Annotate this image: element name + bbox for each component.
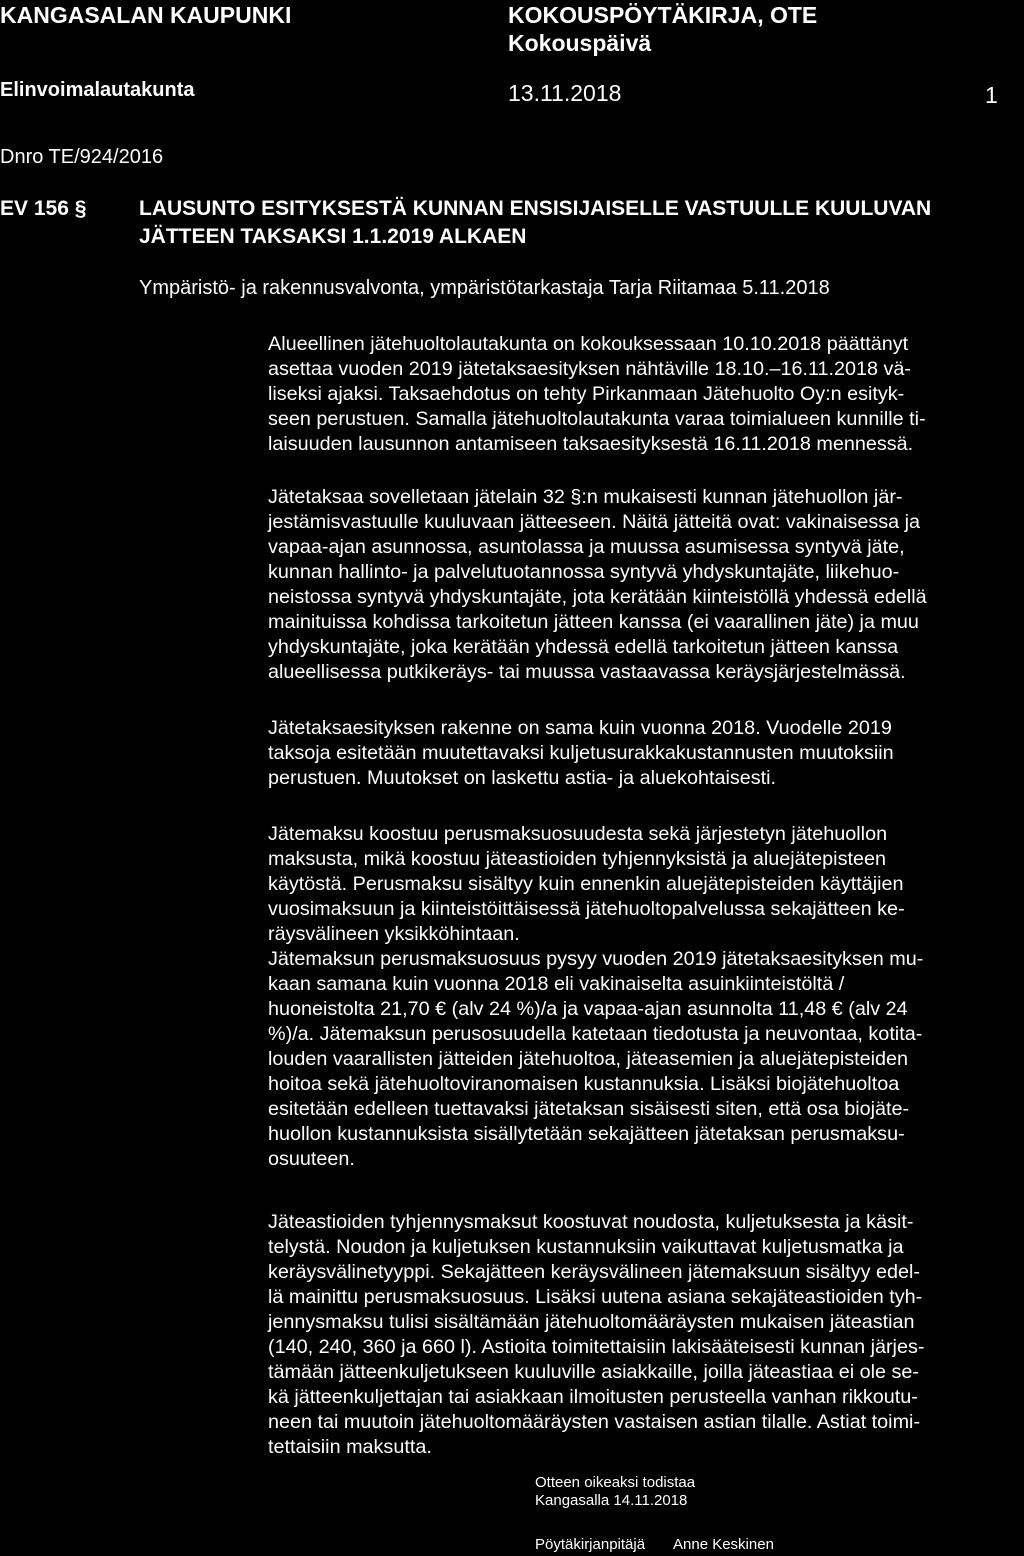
paragraph-line: (140, 240, 360 ja 660 l). Astioita toimitettaisiin lakisääteisesti kunnan järjes- [268, 1336, 925, 1358]
paragraph-line: Jätetaksaa sovelletaan jätelain 32 §:n mukaisesti kunnan jätehuollon jär- [268, 486, 903, 508]
paragraph-line: louden vaarallisten jätteiden jätehuoltoa, jäteasemien ja aluejätepisteiden [268, 1048, 909, 1070]
paragraph-line: käytöstä. Perusmaksu sisältyy kuin ennenkin aluejätepisteiden käyttäjien [268, 873, 904, 895]
paragraph-line: kunnan hallinto- ja palvelutuotannossa syntyvä yhdyskuntajäte, liikehuo- [268, 561, 900, 583]
paragraph-line: seen perustuen. Samalla jätehuoltolautakunta varaa toimialueen kunnille ti- [268, 408, 926, 430]
reference-number: Dnro TE/924/2016 [0, 146, 164, 168]
organization-name: KANGASALAN KAUPUNKI [0, 2, 292, 28]
paragraph-line: Alueellinen jätehuoltolautakunta on kokouksessaan 10.10.2018 päättänyt [268, 333, 909, 355]
paragraph-line: mainituissa kohdissa tarkoitetun jätteen kanssa (ei vaarallinen jäte) ja muu [268, 611, 919, 633]
paragraph-line: kä jätteenkuljettajan tai asiakkaan ilmoitusten perusteella vanhan rikkoutu- [268, 1386, 918, 1408]
secretary-name: Anne Keskinen [673, 1536, 774, 1553]
paragraph-line: jestämisvastuulle kuuluvaan jätteeseen. Näitä jätteitä ovat: vakinaisessa ja [268, 511, 921, 533]
paragraph-line: taksoja esitetään muutettavaksi kuljetusurakkakustannusten muutoksiin [268, 742, 894, 764]
paragraph-line: liseksi ajaksi. Taksaehdotus on tehty Pirkanmaan Jätehuolto Oy:n esityk- [268, 383, 905, 405]
paragraph-line: Jäteastioiden tyhjennysmaksut koostuvat noudosta, kuljetuksesta ja käsit- [268, 1211, 914, 1233]
paragraph-line: laisuuden lausunnon antamiseen taksaesityksestä 16.11.2018 mennessä. [268, 433, 914, 455]
paragraph-line: räysvälineen yksikköhintaan. [268, 923, 520, 945]
paragraph [268, 485, 1022, 685]
section-title-line: JÄTTEEN TAKSAKSI 1.1.2019 ALKAEN [139, 225, 527, 248]
section-title [139, 195, 931, 251]
paragraph-line: asettaa vuoden 2019 jätetaksaesityksen nähtäville 18.10.–16.11.2018 vä- [268, 358, 911, 380]
paragraph-line: esitetään edelleen tuettavaksi jätetaksan sisäisesti siten, että osa biojäte- [268, 1098, 910, 1120]
page-number: 1 [985, 82, 998, 108]
paragraph-line: hoitoa sekä jätehuoltoviranomaisen kustannuksia. Lisäksi biojätehuoltoa [268, 1073, 900, 1095]
paragraph-line: kaan samana kuin vuonna 2018 eli vakinaiselta asuinkiinteistöltä / [268, 973, 845, 995]
meeting-date: 13.11.2018 [508, 80, 622, 106]
paragraph-line: alueellisessa putkikeräys- tai muussa vastaavassa keräysjärjestelmässä. [268, 661, 906, 683]
certification-place-date: Kangasalla 14.11.2018 [535, 1492, 688, 1509]
preparer-line: Ympäristö- ja rakennusvalvonta, ympäristötarkastaja Tarja Riitamaa 5.11.2018 [139, 277, 830, 299]
paragraph-line: Jätemaksun perusmaksuosuus pysyy vuoden 2019 jätetaksaesityksen mu- [268, 948, 924, 970]
paragraph-line: telystä. Noudon ja kuljetuksen kustannuksiin vaikuttavat kuljetusmatka ja [268, 1236, 904, 1258]
paragraph-line: tettaisiin maksutta. [268, 1436, 432, 1458]
paragraph-line: keräysvälinetyyppi. Sekajätteen keräysvälineen jätemaksuun sisältyy edel- [268, 1261, 921, 1283]
secretary-role: Pöytäkirjanpitäjä [535, 1536, 646, 1553]
paragraph-line: yhdyskuntajäte, joka kerätään yhdessä edellä tarkoitetun jätteen kanssa [268, 636, 899, 658]
paragraph [268, 822, 1022, 1172]
paragraph-line: lä mainittu perusmaksuosuus. Lisäksi uutena asiana sekajäteastioiden tyh- [268, 1286, 923, 1308]
paragraph-line: vapaa-ajan asunnossa, asuntolassa ja muussa asumisessa syntyvä jäte, [268, 536, 905, 558]
section-number: EV 156 § [0, 197, 87, 220]
paragraph-line: huollon kustannuksista sisällytetään sekajätteen jätetaksan perusmaksu- [268, 1123, 905, 1145]
paragraph-line: maksusta, mikä koostuu jäteastioiden tyhjennyksistä ja aluejätepisteen [268, 848, 886, 870]
paragraph-line: Jätetaksaesityksen rakenne on sama kuin vuonna 2018. Vuodelle 2019 [268, 717, 892, 739]
committee-name: Elinvoimalautakunta [0, 79, 195, 101]
paragraph-line: jennysmaksu tulisi sisältämään jätehuoltomääräysten mukaisen jäteastian [268, 1311, 915, 1333]
document-type: KOKOUSPÖYTÄKIRJA, OTE [508, 2, 818, 28]
paragraph-line: Jätemaksu koostuu perusmaksuosuudesta sekä järjestetyn jätehuollon [268, 823, 888, 845]
paragraph-line: vuosimaksuun ja kiinteistöittäisessä jätehuoltopalvelussa sekajätteen ke- [268, 898, 905, 920]
paragraph-line: neen tai muutoin jätehuoltomääräysten vastaisen astian tilalle. Astiat toimi- [268, 1411, 921, 1433]
paragraph [268, 332, 1022, 457]
section-title-line: LAUSUNTO ESITYKSESTÄ KUNNAN ENSISIJAISELLE VASTUULLE KUULUVAN [139, 197, 932, 220]
paragraph-line: tämään jätteenkuljetukseen kuuluville asiakkaille, joilla jäteastiaa ei ole se- [268, 1361, 919, 1383]
certification-text: Otteen oikeaksi todistaa [535, 1474, 696, 1491]
paragraph-line: osuuteen. [268, 1148, 355, 1170]
paragraph-line: %)/a. Jätemaksun perusosuudella katetaan tiedotusta ja neuvontaa, kotita- [268, 1023, 923, 1045]
paragraph-line: perustuen. Muutokset on laskettu astia- ja aluekohtaisesti. [268, 767, 777, 789]
meeting-date-label: Kokouspäivä [508, 30, 652, 56]
paragraph-line: huoneistolta 21,70 € (alv 24 %)/a ja vapaa-ajan asunnolta 11,48 € (alv 24 [268, 998, 908, 1020]
paragraph [268, 716, 1022, 791]
paragraph-line: neistossa syntyvä yhdyskuntajäte, jota kerätään kiinteistöllä yhdessä edellä [268, 586, 927, 608]
paragraph [268, 1210, 1022, 1460]
